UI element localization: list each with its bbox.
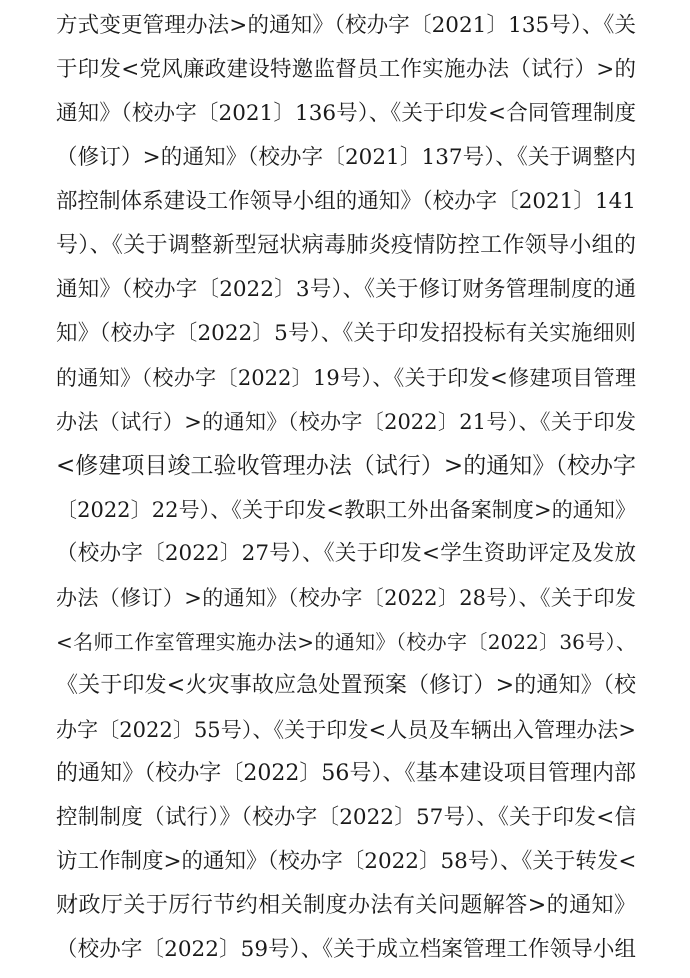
text-line: （校办字〔2022〕59号）、《关于成立档案管理工作领导小组 [56, 937, 636, 962]
text-line: 通知》（校办字〔2021〕136号）、《关于印发<合同管理制度 [56, 101, 636, 126]
text-line: 控制制度（试行）》（校办字〔2022〕57号）、《关于印发<信 [56, 805, 636, 830]
text-line: <名师工作室管理实施办法>的通知》（校办字〔2022〕36号）、 [56, 630, 636, 654]
text-line: 《关于印发<火灾事故应急处置预案（修订）>的通知》（校 [56, 673, 636, 698]
text-line: 的通知》（校办字〔2022〕56号）、《基本建设项目管理内部 [56, 761, 636, 786]
text-line: 的通知》（校办字〔2022〕19号）、《关于印发<修建项目管理 [56, 366, 636, 390]
text-line: 通知》（校办字〔2022〕3号）、《关于修订财务管理制度的通 [56, 277, 636, 302]
text-line: 财政厅关于厉行节约相关制度办法有关问题解答>的通知》 [56, 893, 636, 918]
text-line: 号）、《关于调整新型冠状病毒肺炎疫情防控工作领导小组的 [56, 233, 636, 258]
text-line: 办法（试行）>的通知》（校办字〔2022〕21号）、《关于印发 [56, 410, 636, 434]
text-line: 部控制体系建设工作领导小组的通知》（校办字〔2021〕141 [56, 189, 636, 214]
text-line: 于印发<党风廉政建设特邀监督员工作实施办法（试行）>的 [56, 57, 636, 82]
text-line: 办字〔2022〕55号）、《关于印发<人员及车辆出入管理办法> [56, 718, 636, 742]
text-line: （校办字〔2022〕27号）、《关于印发<学生资助评定及发放 [56, 541, 636, 566]
text-line: <修建项目竣工验收管理办法（试行）>的通知》（校办字 [56, 453, 636, 479]
text-line: 方式变更管理办法>的通知》（校办字〔2021〕135号）、《关 [56, 13, 636, 38]
text-line: 知》（校办字〔2022〕5号）、《关于印发招投标有关实施细则 [56, 321, 636, 346]
text-line: 访工作制度>的通知》（校办字〔2022〕58号）、《关于转发< [56, 849, 637, 874]
text-line: 〔2022〕22号）、《关于印发<教职工外出备案制度>的通知》 [56, 498, 636, 522]
text-line: 办法（修订）>的通知》（校办字〔2022〕28号）、《关于印发 [56, 586, 636, 610]
text-line: （修订）>的通知》（校办字〔2021〕137号）、《关于调整内 [56, 145, 636, 170]
